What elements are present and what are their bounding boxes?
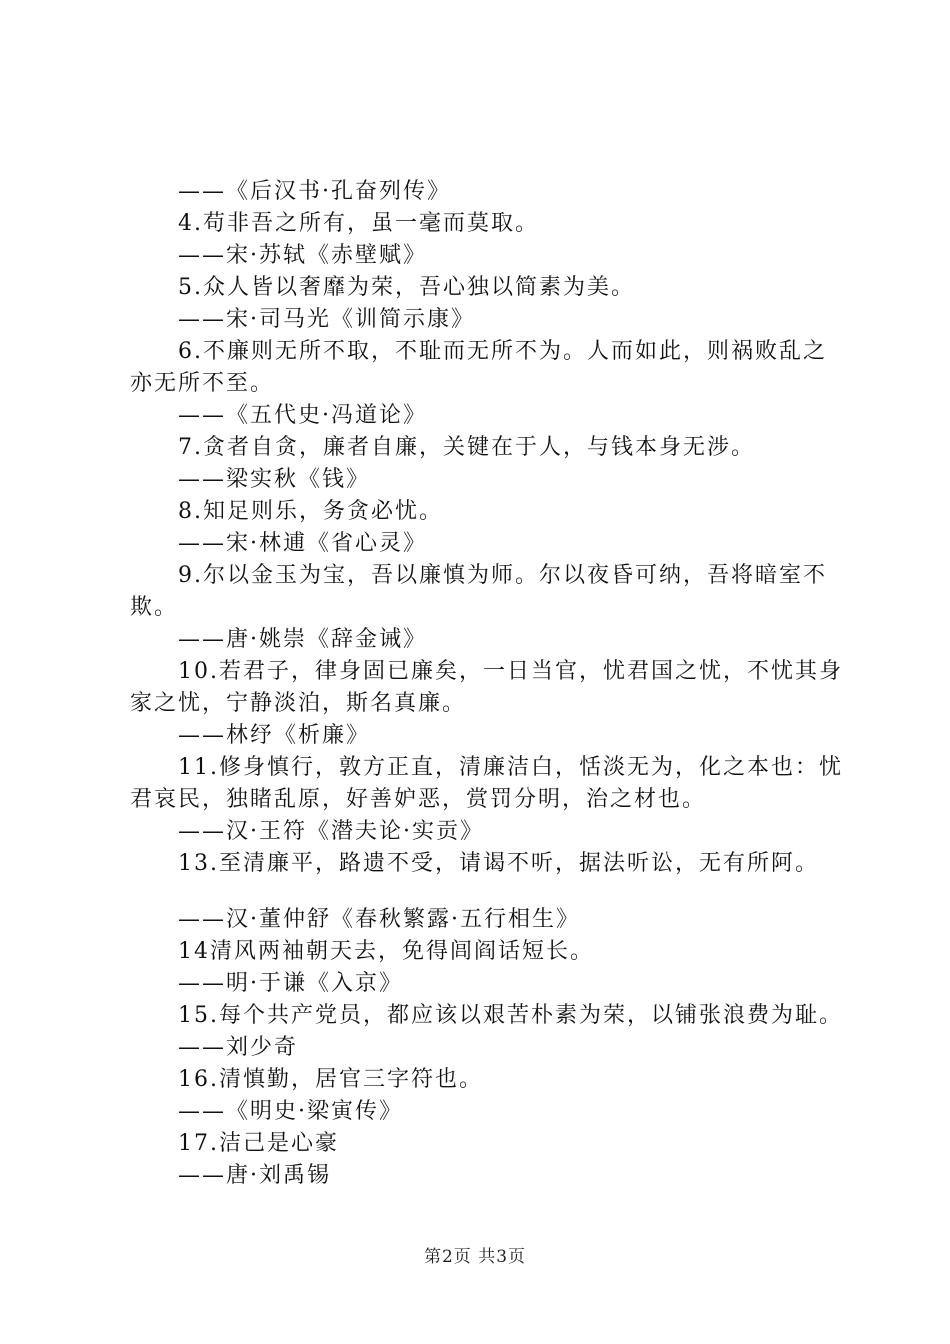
quote-source: ——刘少奇 bbox=[178, 1035, 299, 1060]
document-body bbox=[130, 176, 845, 1192]
quote-text: 16.清慎勤，居官三字符也。 bbox=[178, 1067, 483, 1092]
quote-source: ——唐·姚崇《辞金诫》 bbox=[178, 627, 427, 652]
quote-source: ——宋·林逋《省心灵》 bbox=[178, 531, 427, 556]
quote-text: 14清风两袖朝天去，免得闾阎话短长。 bbox=[178, 939, 594, 964]
quote-source: ——《明史·梁寅传》 bbox=[178, 1099, 403, 1124]
quote-text: 8.知足则乐，务贪必忧。 bbox=[178, 499, 443, 524]
quote-source: ——《五代史·冯道论》 bbox=[178, 403, 427, 428]
quote-source: ——梁实秋《钱》 bbox=[178, 467, 371, 492]
quote-text: 7.贪者自贪，廉者自廉，关键在于人，与钱本身无涉。 bbox=[178, 435, 755, 460]
quote-source: ——汉·董仲舒《春秋繁露·五行相生》 bbox=[178, 907, 580, 932]
paragraph-gap bbox=[130, 880, 845, 904]
quote-text: 5.众人皆以奢靡为荣，吾心独以简素为美。 bbox=[178, 275, 635, 300]
page-footer bbox=[0, 1242, 950, 1267]
quote-source: ——汉·王符《潜夫论·实贡》 bbox=[178, 819, 484, 844]
quote-source: ——宋·司马光《训简示康》 bbox=[178, 307, 475, 332]
quote-text: 11.修身慎行，敦方正直，清廉洁白，恬淡无为，化之本也：忧君哀民，独睹乱原，好善妒恶，赏罚分明，治之材也。 bbox=[130, 755, 843, 812]
quote-text: 10.若君子，律身固已廉矣，一日当官，忧君国之忧，不忧其身家之忧，宁静淡泊，斯名真廉。 bbox=[130, 659, 843, 716]
quote-text: 13.至清廉平，路遗不受，请谒不听，据法听讼，无有所阿。 bbox=[178, 851, 819, 876]
quote-text: 6.不廉则无所不取，不耻而无所不为。人而如此，则祸败乱之亦无所不至。 bbox=[130, 339, 827, 396]
page-indicator: 第2页 共3页 bbox=[423, 1247, 527, 1267]
quote-text: 9.尔以金玉为宝，吾以廉慎为师。尔以夜昏可纳，吾将暗室不欺。 bbox=[130, 563, 827, 620]
quote-source: ——《后汉书·孔奋列传》 bbox=[178, 179, 451, 204]
quote-text: 17.洁己是心豪 bbox=[178, 1131, 339, 1156]
quote-text: 15.每个共产党员，都应该以艰苦朴素为荣，以铺张浪费为耻。 bbox=[178, 1003, 843, 1028]
quote-text: 4.苟非吾之所有，虽一毫而莫取。 bbox=[178, 211, 539, 236]
quote-source: ——唐·刘禹锡 bbox=[178, 1163, 331, 1188]
quote-source: ——明·于谦《入京》 bbox=[178, 971, 403, 996]
quote-source: ——宋·苏轼《赤壁赋》 bbox=[178, 243, 427, 268]
quote-source: ——林纾《析廉》 bbox=[178, 723, 371, 748]
